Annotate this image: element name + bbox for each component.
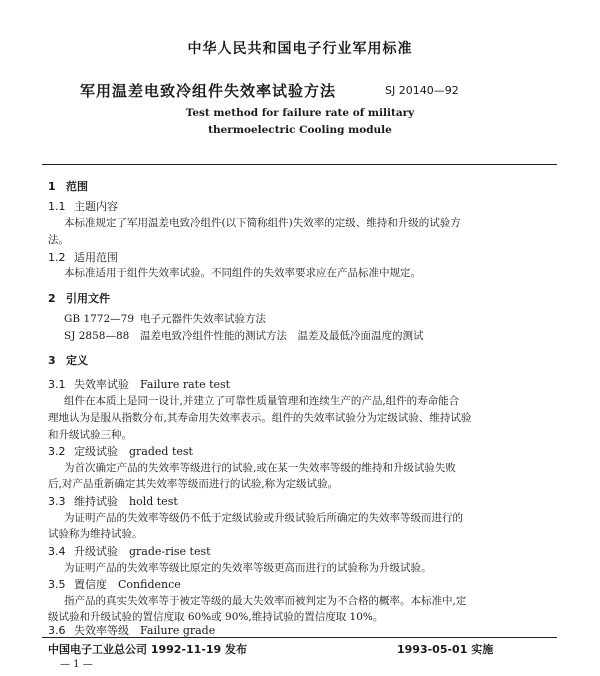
section-3-5-text-line-2: 级试验和升级试验的置信度取 60%或 90%,维持试验的置信度取 10%。 bbox=[48, 611, 384, 623]
header-divider bbox=[42, 164, 557, 165]
section-1-2-heading: 1.2 适用范围 bbox=[48, 251, 118, 264]
footer-divider bbox=[42, 637, 557, 638]
section-3-2-heading: 3.2 定级试验 graded test bbox=[48, 445, 193, 458]
section-3-5-heading: 3.5 置信度 Confidence bbox=[48, 578, 181, 591]
standard-code: SJ 20140—92 bbox=[385, 84, 459, 97]
section-3-5-text-line-1: 指产品的真实失效率等于被定等级的最大失效率而被判定为不合格的概率。本标准中,定 bbox=[64, 595, 467, 607]
section-3-1-heading: 3.1 失效率试验 Failure rate test bbox=[48, 378, 231, 391]
section-1-2-text: 本标准适用于组件失效率试验。不同组件的失效率要求应在产品标准中规定。 bbox=[64, 267, 421, 279]
english-title-line-1: Test method for failure rate of military bbox=[185, 107, 415, 119]
section-2-heading: 2 引用文件 bbox=[48, 292, 110, 305]
document-title: 军用温差电致冷组件失效率试验方法 bbox=[80, 82, 337, 100]
section-3-4-heading: 3.4 升级试验 grade-rise test bbox=[48, 545, 211, 558]
section-3-3-text-line-2: 试验称为维持试验。 bbox=[48, 528, 143, 540]
section-3-1-text-line-2: 理地认为是服从指数分布,其寿命用失效率表示。组件的失效率试验分为定级试验、维持试验 bbox=[48, 412, 472, 424]
section-1-heading: 1 范围 bbox=[48, 180, 88, 193]
standard-organization: 中华人民共和国电子行业军用标准 bbox=[187, 41, 413, 57]
section-3-3-text-line-1: 为证明产品的失效率等级仍不低于定级试验或升级试验后所确定的失效率等级而进行的 bbox=[64, 512, 463, 524]
page-number: — 1 — bbox=[60, 659, 93, 670]
reference-item: GB 1772—79 电子元器件失效率试验方法 bbox=[64, 313, 266, 325]
section-3-6-heading: 3.6 失效率等级 Failure grade bbox=[48, 624, 216, 637]
section-1-1-heading: 1.1 主题内容 bbox=[48, 200, 118, 213]
section-3-1-text-line-1: 组件在本质上是同一设计,并建立了可靠性质量管理和连续生产的产品,组件的寿命能合 bbox=[64, 395, 460, 407]
english-title-line-2: thermoelectric Cooling module bbox=[208, 124, 392, 136]
section-1-1-text-line-1: 本标准规定了军用温差电致冷组件(以下简称组件)失效率的定级、维持和升级的试验方 bbox=[64, 217, 461, 229]
effective-date: 1993-05-01 实施 bbox=[397, 643, 494, 656]
reference-item: SJ 2858—88 温差电致冷组件性能的测试方法 温差及最低冷面温度的测试 bbox=[64, 330, 424, 342]
section-3-3-heading: 3.3 维持试验 hold test bbox=[48, 495, 178, 508]
section-3-2-text-line-1: 为首次确定产品的失效率等级进行的试验,或在某一失效率等级的维持和升级试验失败 bbox=[64, 462, 456, 474]
section-3-2-text-line-2: 后,对产品重新确定其失效率等级而进行的试验,称为定级试验。 bbox=[48, 478, 339, 490]
section-3-4-text: 为证明产品的失效率等级比原定的失效率等级更高而进行的试验称为升级试验。 bbox=[64, 562, 432, 574]
section-3-heading: 3 定义 bbox=[48, 354, 88, 367]
issue-info: 中国电子工业总公司 1992-11-19 发布 bbox=[48, 643, 248, 656]
section-3-1-text-line-3: 和升级试验三种。 bbox=[48, 429, 132, 441]
section-1-1-text-line-2: 法。 bbox=[48, 234, 69, 246]
